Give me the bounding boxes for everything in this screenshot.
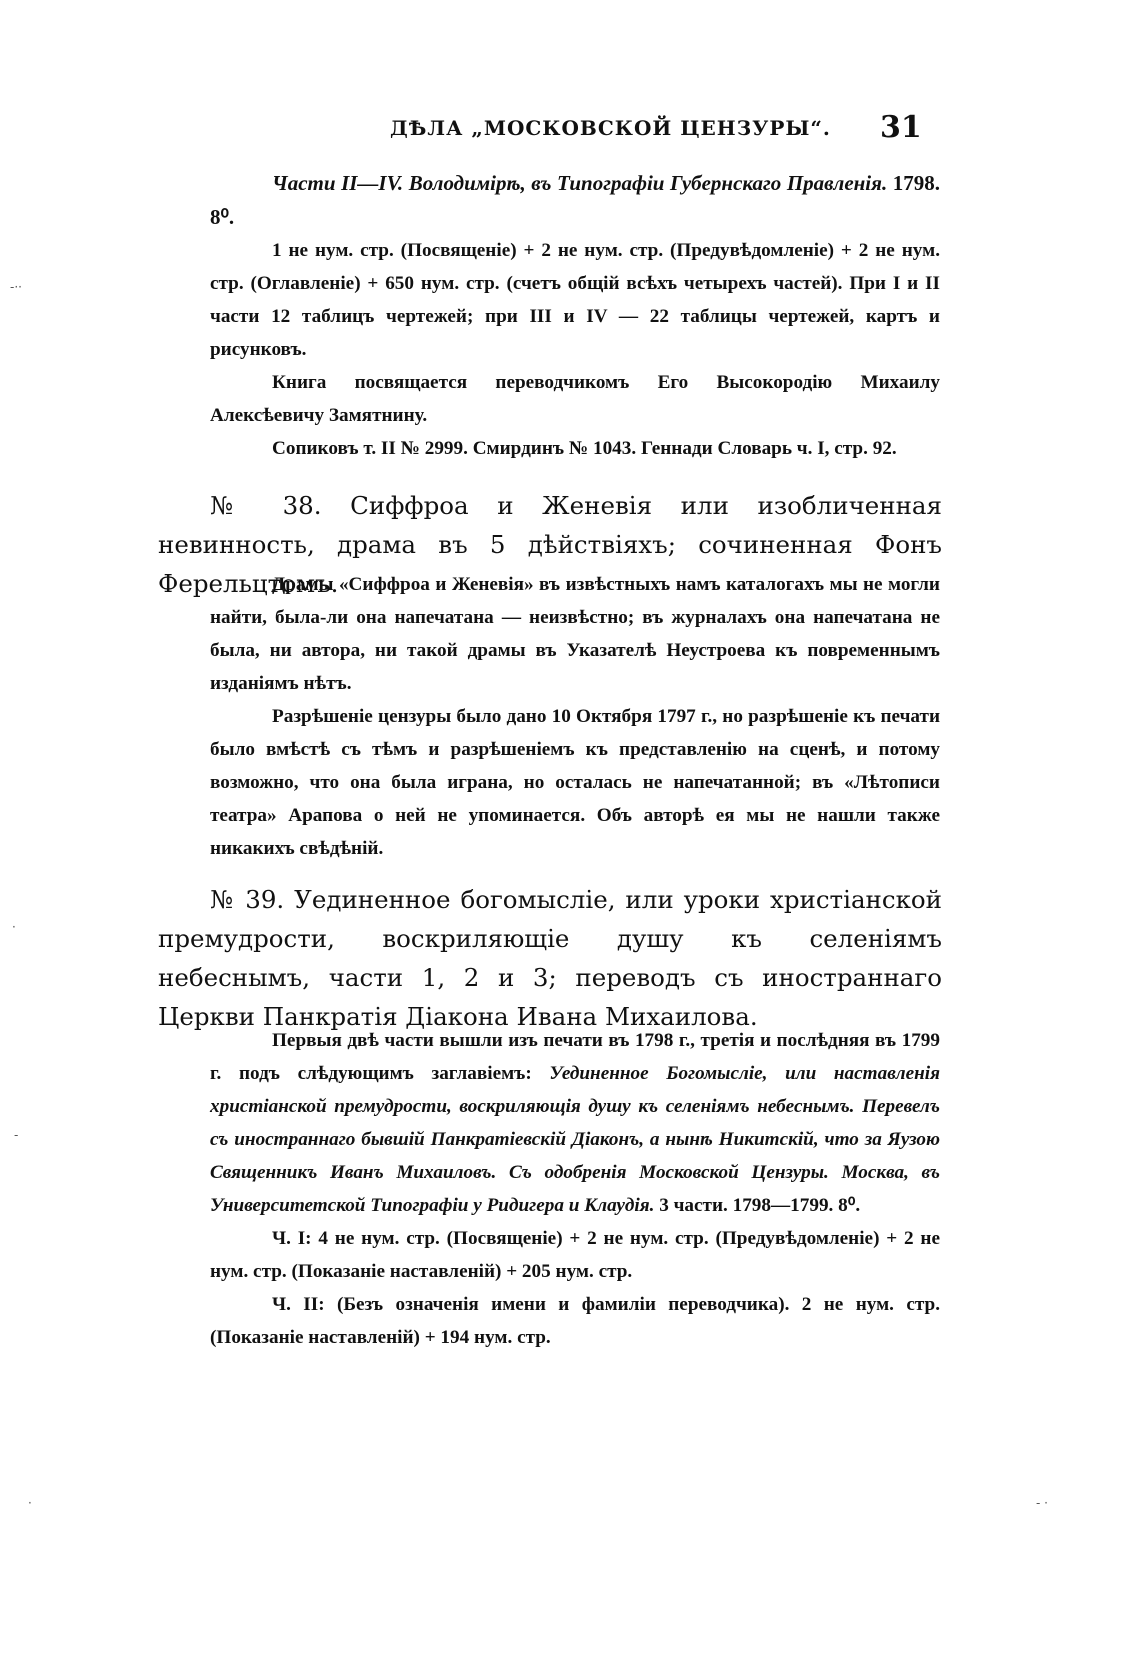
scan-speck: - ·	[1036, 1496, 1048, 1510]
entry-37-references: Сопиковъ т. II № 2999. Смирдинъ № 1043. Геннади Словарь ч. I, стр. 92.	[272, 438, 897, 459]
entry-39-paragraph-1-tail: 3 части. 1798—1799. 8⁰.	[654, 1195, 861, 1216]
scan-speck: -	[14, 1128, 19, 1142]
entry-37-title-tail: 1798. 8⁰.	[210, 171, 941, 229]
entry-38-body	[210, 568, 940, 865]
entry-39-paragraph-1-italic: Уединенное Богомысліе, или наставленія христіанской премудрости, воскриляющія душу къ селеніямъ небеснымъ. Перевелъ съ иностраннаго бывшій Панкратіевскій Діаконъ, а нынѣ Никитскій, что за Яузою Священникъ Иванъ Михаиловъ. Съ одобренія Московской Цензуры. Москва, въ Университетской Типографіи у Ридигера и Клаудія.	[210, 1063, 940, 1216]
entry-37-title-italic: Части II—IV. Володимірѣ, въ Типографіи Губернскаго Правленія.	[272, 171, 888, 195]
entry-39-part-2: Ч. II: (Безъ означенія имени и фамиліи переводчика). 2 не нум. стр. (Показаніе наставленій) + 194 нум. стр.	[210, 1294, 940, 1348]
entry-38-paragraph-1: Драмы «Сиффроа и Женевія» въ извѣстныхъ намъ каталогахъ мы не могли найти, была-ли она напечатана — неизвѣстно; въ журналахъ она напечатана не была, ни автора, ни такой драмы въ Указателѣ Неустроева къ повременнымъ изданіямъ нѣтъ.	[210, 574, 940, 694]
entry-37-continuation	[210, 166, 940, 465]
entry-37-dedication: Книга посвящается переводчикомъ Его Высокородію Михаилу Алексѣевичу Замятнину.	[210, 372, 940, 426]
entry-38-paragraph-2: Разрѣшеніе цензуры было дано 10 Октября 1797 г., но разрѣшеніе къ печати было вмѣстѣ съ тѣмъ и разрѣшеніемъ къ представленію на сценѣ, и потому возможно, что она была играна, но осталась не напечатанной; въ «Лѣтописи театра» Арапова о ней не упоминается. Объ авторѣ ея мы не нашли также никакихъ свѣдѣній.	[210, 706, 940, 859]
entry-39-paragraph-1	[210, 1024, 940, 1222]
entry-37-pagination: 1 не нум. стр. (Посвященіе) + 2 не нум. стр. (Предувѣдомленіе) + 2 не нум. стр. (Оглавленіе) + 650 нум. стр. (счетъ общій всѣхъ четырехъ частей). При I и II части 12 таблицъ чертежей; при III и IV — 22 таблицы чертежей, картъ и рисунковъ.	[210, 240, 940, 360]
running-head: ДѢЛА „МОСКОВСКОЙ ЦЕНЗУРЫ“.	[390, 116, 831, 140]
entry-39-part-1: Ч. I: 4 не нум. стр. (Посвященіе) + 2 не нум. стр. (Предувѣдомленіе) + 2 не нум. стр. (Показаніе наставленій) + 205 нум. стр.	[210, 1228, 940, 1282]
entry-39-body	[210, 1024, 940, 1354]
entry-39-paragraph-1-plain: Первыя двѣ части вышли изъ печати въ 1798 г., третія и послѣдняя въ 1799 г. подъ слѣдующимъ заглавіемъ:	[210, 1030, 940, 1084]
scan-speck: ·	[28, 1496, 32, 1510]
entry-38-heading: № 38. Сиффроа и Женевія или изобличенная невинность, драма въ 5 дѣйствіяхъ; сочиненная Фонъ Ферельцтомъ.	[158, 491, 942, 598]
page-number: 31	[880, 110, 922, 145]
entry-37-title	[210, 166, 940, 234]
entry-39-heading-block	[158, 880, 942, 1036]
scan-speck: -··	[10, 280, 22, 294]
scan-speck: ·	[12, 920, 16, 934]
entry-39-heading: № 39. Уединенное богомысліе, или уроки христіанской премудрости, воскриляющіе душу къ селеніямъ небеснымъ, части 1, 2 и 3; переводъ съ иностраннаго Церкви Панкратія Діакона Ивана Михаилова.	[158, 885, 942, 1031]
